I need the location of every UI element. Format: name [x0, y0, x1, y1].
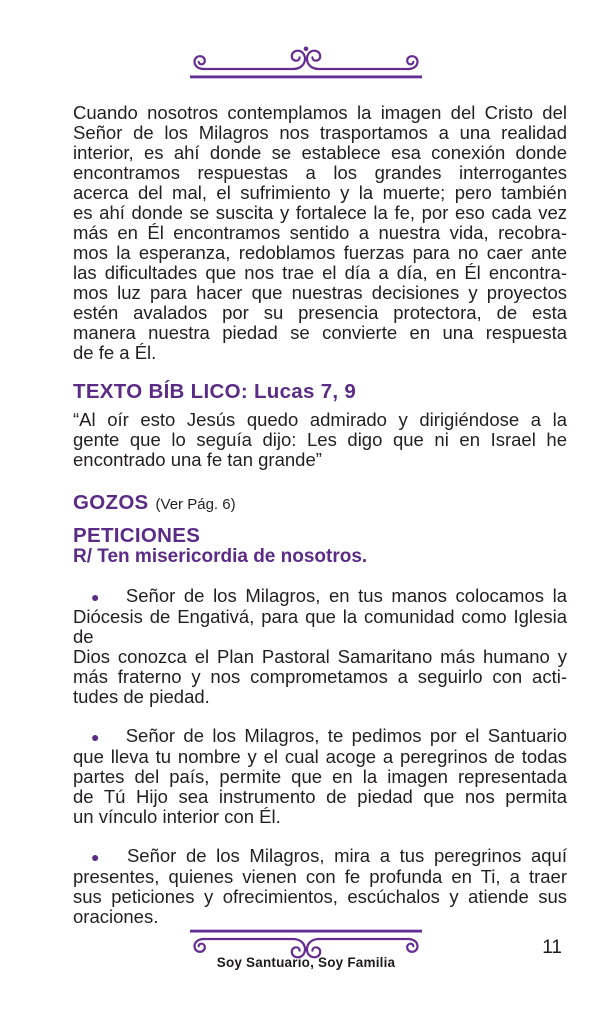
text-line: un vínculo interior con Él.	[73, 806, 281, 827]
text-line: de Tú Hijo sea instrumento de piedad que nos permita	[73, 786, 567, 807]
text-line: tudes de piedad.	[73, 686, 210, 707]
gozos-heading: GOZOS	[73, 491, 149, 514]
text-line: encontramos respuestas a los grandes interrogantes	[73, 162, 567, 183]
text-line: las dificultades que nos trae el día a día, en Él encontra-	[73, 262, 567, 283]
text-line: estén avalados por su presencia protectora, de esta	[73, 302, 567, 323]
text-line: es ahí donde se suscita y fortalece la fe, por eso cada vez	[73, 202, 567, 223]
text-line: mos luz para hacer que nuestras decisiones y proyectos	[73, 282, 567, 303]
petition-item	[73, 846, 567, 927]
petition-first-line	[73, 726, 567, 747]
petition-first-line	[73, 846, 567, 867]
text-line: de fe a Él.	[73, 342, 157, 363]
text-line: Diócesis de Engativá, para que la comunidad como Iglesia de	[73, 606, 567, 647]
text-line: Cuando nosotros contemplamos la imagen del Cristo del	[73, 102, 567, 123]
text-line: Señor de los Milagros, te pedimos por el Santuario	[125, 725, 567, 746]
page-body	[0, 103, 612, 927]
bullet-icon: ●	[91, 849, 104, 865]
biblical-text-heading: TEXTO BÍB LICO: Lucas 7, 9	[73, 380, 357, 403]
text-line: gente que lo seguía dijo: Les digo que ni en Israel he	[73, 429, 567, 450]
scroll-flourish-icon	[190, 926, 422, 964]
text-line: presentes, quienes vienen con fe profunda en Ti, a traer	[73, 866, 567, 887]
petition-item	[73, 726, 567, 827]
text-line: Señor de los Milagros nos trasportamos a una realidad	[73, 122, 567, 143]
peticiones-response: R/ Ten misericordia de nosotros.	[73, 546, 368, 567]
text-line: Señor de los Milagros, mira a tus peregrinos aquí	[126, 845, 567, 866]
petition-first-line	[73, 586, 567, 607]
bullet-icon: ●	[91, 729, 103, 745]
text-line: más fraterno y nos comprometamos a seguirlo con acti-	[73, 666, 567, 687]
text-line: manera nuestra piedad se convierte en una respuesta	[73, 322, 567, 343]
text-line: acerca del mal, el sufrimiento y la muerte; pero también	[73, 182, 567, 203]
footer-motto: Soy Santuario, Soy Familia	[216, 955, 396, 970]
page-footer	[0, 926, 612, 970]
text-line: “Al oír esto Jesús quedo admirado y dirigiéndose a la	[73, 409, 567, 430]
gozos-page-reference: (Ver Pág. 6)	[155, 496, 236, 513]
text-line: mos la esperanza, redoblamos fuerzas para no caer ante	[73, 242, 567, 263]
text-line: partes del país, permite que en la imagen representada	[73, 766, 567, 787]
petition-item	[73, 586, 567, 707]
peticiones-heading: PETICIONES	[73, 524, 201, 547]
intro-paragraph	[73, 103, 567, 363]
text-line: más en Él encontramos sentido a nuestra vida, recobra-	[73, 222, 567, 243]
biblical-quote	[73, 410, 567, 470]
text-line: oraciones.	[73, 906, 159, 927]
scroll-flourish-icon	[190, 44, 422, 82]
text-line: sus peticiones y ofrecimientos, escúchalos y atiende sus	[73, 886, 567, 907]
bullet-icon: ●	[91, 589, 103, 605]
top-ornament	[0, 0, 612, 82]
text-line: encontrado una fe tan grande”	[73, 449, 322, 470]
text-line: Dios conozca el Plan Pastoral Samaritano más humano y	[73, 646, 567, 667]
text-line: que lleva tu nombre y el cual acoge a peregrinos de todas	[73, 746, 567, 767]
text-line: interior, es ahí donde se establece esa conexión donde	[73, 142, 567, 163]
page-number: 11	[542, 937, 562, 958]
gozos-heading-row	[73, 491, 567, 517]
text-line: Señor de los Milagros, en tus manos colocamos la	[125, 585, 567, 606]
